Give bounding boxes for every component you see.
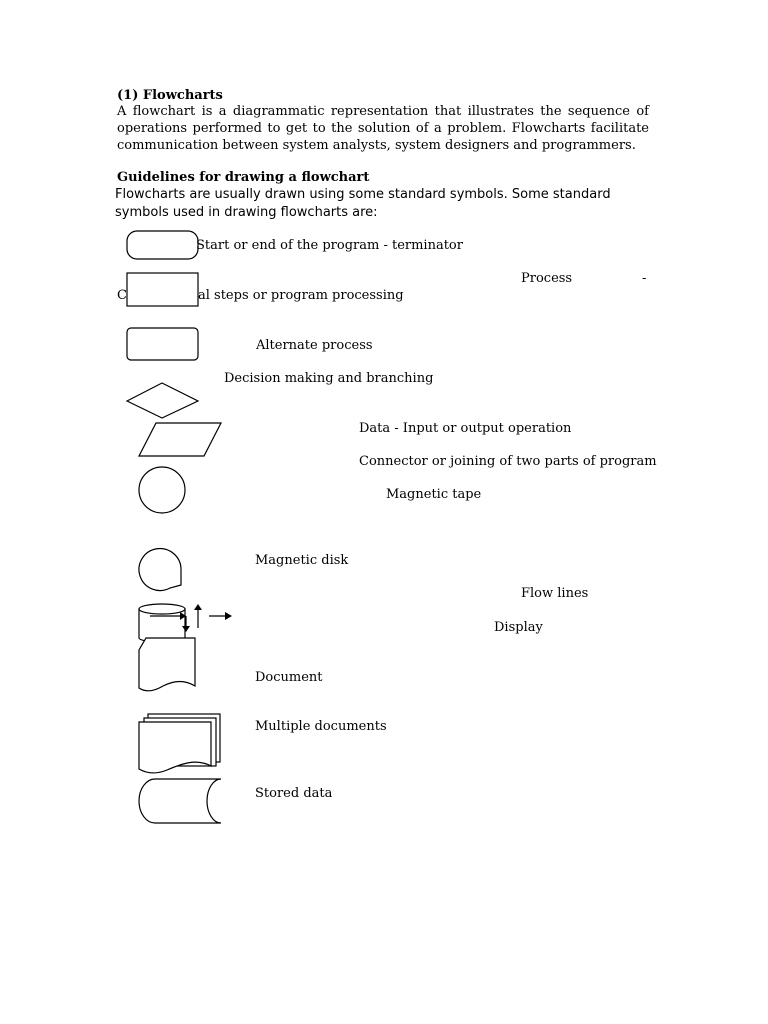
process-dash: - — [642, 271, 647, 286]
terminator-symbol — [127, 231, 198, 259]
flow-arrowheads — [180, 604, 232, 632]
stored-data-label: Stored data — [255, 786, 333, 801]
alternate-process-symbol — [127, 328, 198, 360]
stored-data-symbol — [139, 779, 221, 823]
process-desc-left: C — [117, 288, 127, 303]
guidelines-paragraph: Flowcharts are usually drawn using some standard symbols. Some standard symbols used in drawing flowcharts are: — [115, 187, 611, 220]
section-title: (1) Flowcharts — [117, 88, 223, 103]
process-label: Process — [521, 271, 573, 286]
alternate-process-label: Alternate process — [256, 338, 373, 353]
terminator-label: Start or end of the program - terminator — [196, 238, 463, 253]
document-label: Document — [255, 670, 323, 685]
flow-lines-label: Flow lines — [521, 586, 589, 601]
data-label: Data - Input or output operation — [359, 421, 572, 436]
magnetic-disk-symbol — [139, 549, 181, 591]
magnetic-disk-label: Magnetic disk — [255, 553, 349, 568]
guidelines-title: Guidelines for drawing a flowchart — [117, 170, 370, 185]
display-label: Display — [494, 620, 543, 635]
decision-label: Decision making and branching — [224, 371, 434, 386]
process-symbol — [127, 273, 198, 306]
intro-paragraph: A flowchart is a diagrammatic representation that illustrates the sequence of operations performed to get to the solution of a problem. Flowcharts facilitate communication between system analysts, system designers and programmers. — [117, 104, 649, 153]
decision-symbol — [127, 383, 198, 418]
magnetic-tape-label: Magnetic tape — [386, 487, 482, 502]
magnetic-tape-top — [139, 604, 185, 614]
connector-symbol — [139, 467, 185, 513]
process-desc-right: al steps or program processing — [198, 288, 404, 303]
multiple-documents-label: Multiple documents — [255, 719, 387, 734]
connector-label: Connector or joining of two parts of program — [359, 454, 657, 469]
data-symbol — [139, 423, 221, 456]
display-symbol — [139, 638, 195, 691]
